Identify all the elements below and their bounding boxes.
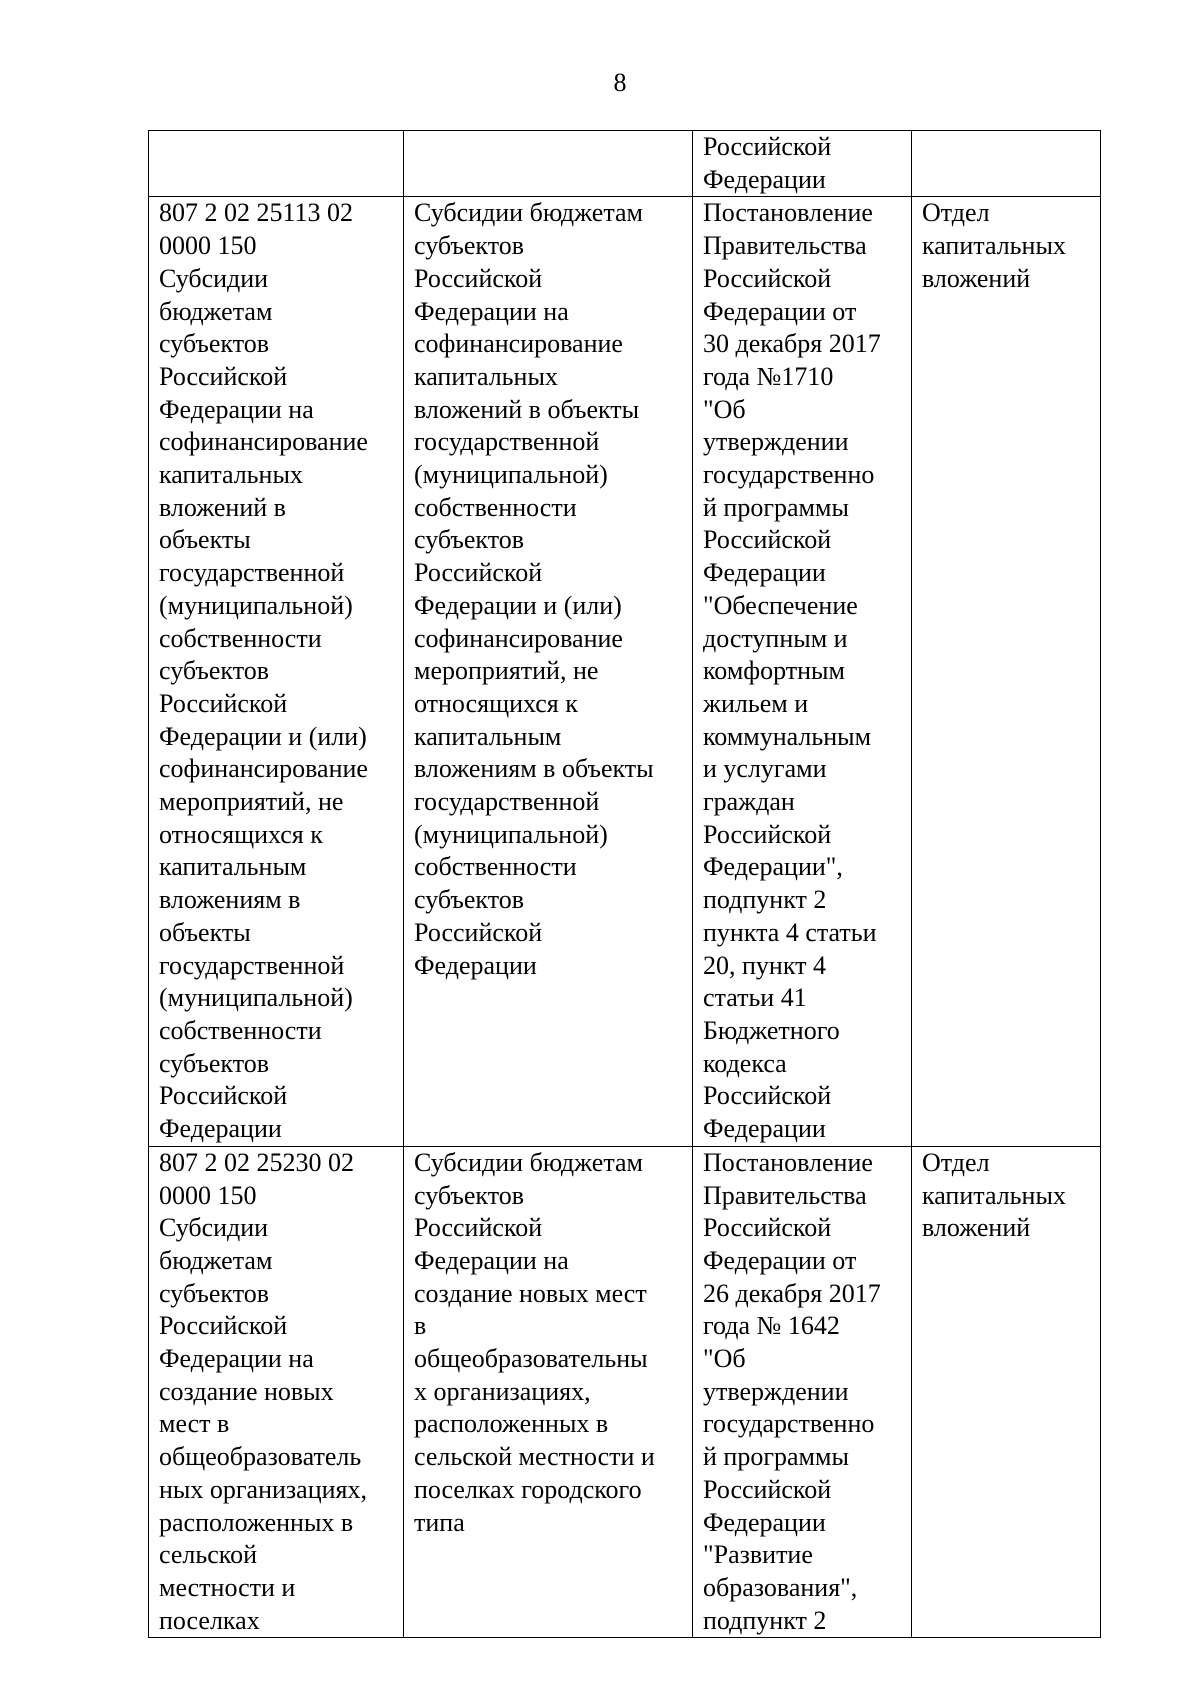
basis-cell xyxy=(693,1146,912,1638)
name-cell xyxy=(404,131,693,197)
page-number: 8 xyxy=(613,68,627,97)
name-cell xyxy=(404,1146,693,1638)
basis-cell xyxy=(693,131,912,197)
table-row xyxy=(149,197,1101,1146)
code-name-text: 807 2 02 25113 02 0000 150 Субсидии бюджетам субъектов Российской Федерации на софинансирование капитальных вложений в объекты государственной (муниципальной) собственности субъектов Российской Федерации и (или) софинансирование мероприятий, не относящихся к капитальным вложениям в объекты государственной (муниципальной) собственности субъектов Российской Федерации xyxy=(159,198,368,1144)
table-row xyxy=(149,131,1101,197)
code-name-cell xyxy=(149,1146,404,1638)
table-row xyxy=(149,1146,1101,1638)
department-cell xyxy=(912,1146,1101,1638)
department-cell xyxy=(912,131,1101,197)
code-name-cell xyxy=(149,131,404,197)
code-name-cell xyxy=(149,197,404,1146)
budget-codes-table xyxy=(148,130,1101,1638)
basis-text: Постановление Правительства Российской Федерации от 26 декабря 2017 года № 1642 "Об утверждении государственно й программы Российской Федерации "Развитие образования", подпункт 2 xyxy=(703,1147,881,1635)
basis-text: Российской Федерации xyxy=(703,132,832,194)
name-text: Субсидии бюджетам субъектов Российской Федерации на софинансирование капитальных вложений в объекты государственной (муниципальной) собственности субъектов Российской Федерации и (или) софинансирование мероприятий, не относящихся к капитальным вложениям в объекты государственной (муниципальной) собственности субъектов Российской Федерации xyxy=(414,198,654,980)
basis-text: Постановление Правительства Российской Федерации от 30 декабря 2017 года №1710 "Об утверждении государственно й программы Российской Федерации "Обеспечение доступным и комфортным жильем и коммунальным и услугами граждан Российской Федерации", подпункт 2 пункта 4 статьи 20, пункт 4 статьи 41 Бюджетного кодекса Российской Федерации xyxy=(703,198,881,1144)
code-name-text: 807 2 02 25230 02 0000 150 Субсидии бюджетам субъектов Российской Федерации на создание новых мест в общеобразователь ных организациях, расположенных в сельской местности и поселках xyxy=(159,1147,368,1635)
name-text: Субсидии бюджетам субъектов Российской Федерации на создание новых мест в общеобразовательны х организациях, расположенных в сельской местности и поселках городского типа xyxy=(414,1147,655,1537)
name-cell xyxy=(404,197,693,1146)
department-text: Отдел капитальных вложений xyxy=(922,198,1066,293)
department-cell xyxy=(912,197,1101,1146)
department-text: Отдел капитальных вложений xyxy=(922,1147,1066,1243)
basis-cell xyxy=(693,197,912,1146)
